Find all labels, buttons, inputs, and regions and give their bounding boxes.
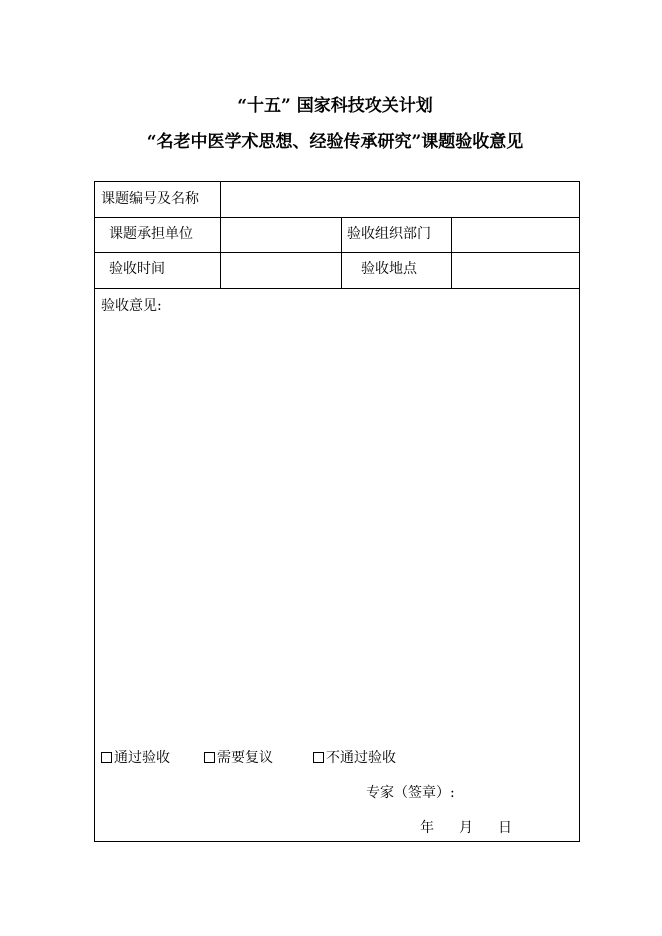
date-year-label: 年 [420, 820, 434, 836]
option-review[interactable] [204, 747, 273, 767]
opinion-text-area[interactable] [95, 317, 579, 737]
date-month-label: 月 [459, 820, 473, 836]
option-pass-label: 通过验收 [114, 750, 170, 766]
title-line-2: “名老中医学术思想、经验传承研究”课题验收意见 [146, 132, 524, 152]
acceptance-place-label: 验收地点 [361, 261, 417, 277]
option-fail[interactable] [313, 747, 396, 767]
project-id-name-label: 课题编号及名称 [101, 191, 199, 207]
acceptance-form [94, 181, 580, 842]
checkbox-icon[interactable] [101, 752, 112, 763]
date-day-label: 日 [498, 820, 512, 836]
row-divider-3 [95, 288, 579, 289]
acceptance-place-field[interactable] [452, 253, 579, 288]
undertaking-unit-field[interactable] [221, 218, 341, 252]
acceptance-time-label: 验收时间 [109, 261, 165, 277]
undertaking-unit-label: 课题承担单位 [109, 226, 193, 242]
acceptance-time-field[interactable] [221, 253, 341, 288]
organizing-dept-field[interactable] [452, 218, 579, 252]
checkbox-icon[interactable] [313, 752, 324, 763]
opinion-label: 验收意见: [101, 298, 162, 314]
option-pass[interactable] [101, 747, 170, 767]
organizing-dept-label: 验收组织部门 [347, 226, 431, 242]
title-line-1: “十五” 国家科技攻关计划 [237, 96, 433, 116]
column-divider-2 [341, 217, 342, 288]
option-review-label: 需要复议 [217, 750, 273, 766]
project-id-name-field[interactable] [221, 182, 579, 217]
expert-sign-label: 专家（签章）: [366, 785, 455, 801]
checkbox-icon[interactable] [204, 752, 215, 763]
option-fail-label: 不通过验收 [326, 750, 396, 766]
